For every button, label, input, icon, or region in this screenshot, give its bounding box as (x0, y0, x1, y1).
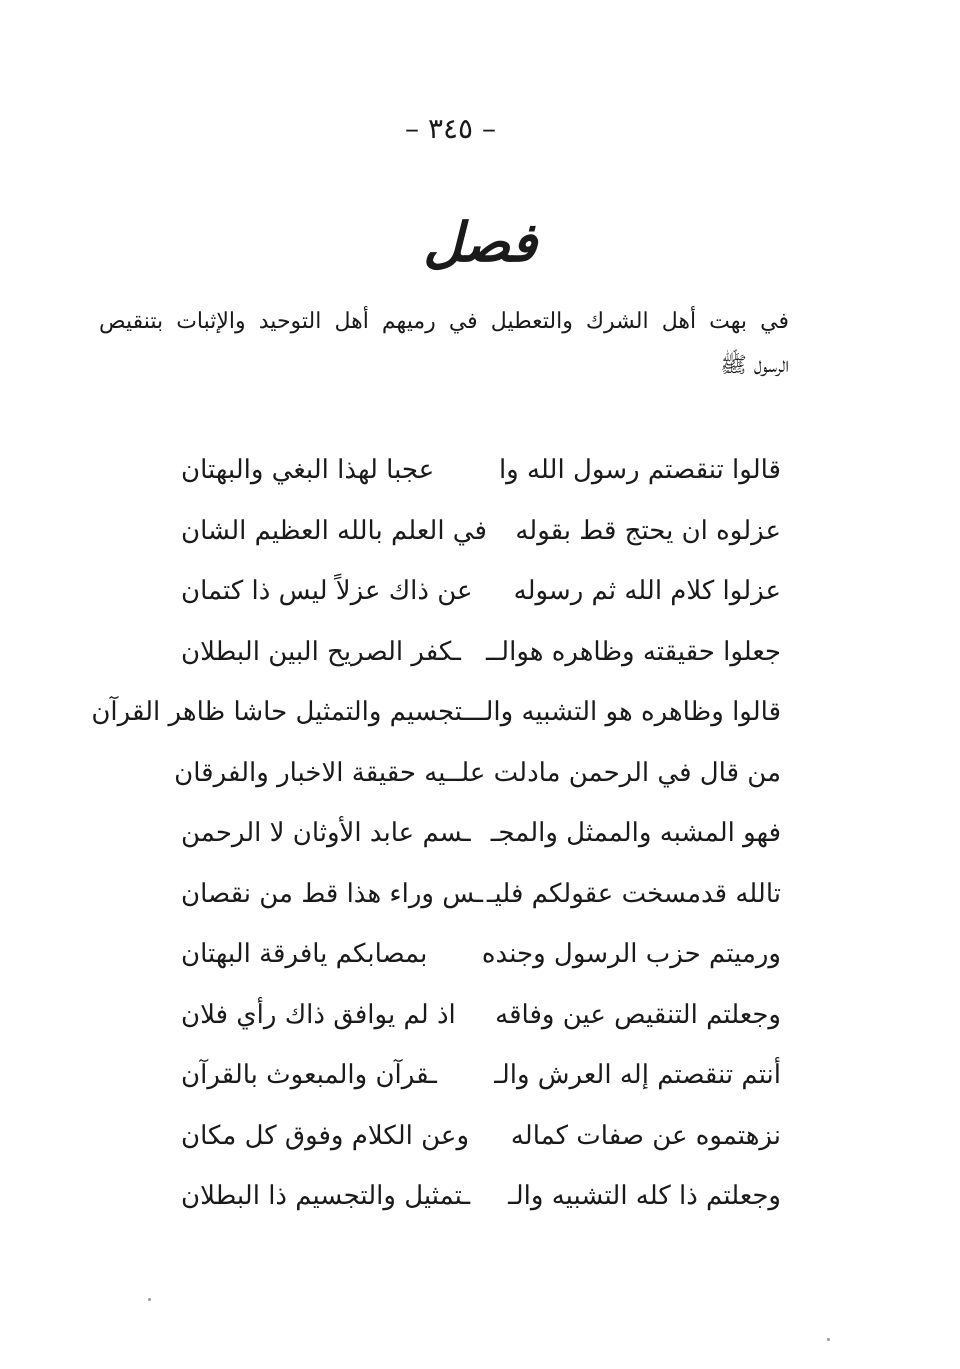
verse-second-hemistich: عن ذاك عزلاً ليس ذا كتمان (181, 576, 473, 606)
verse (181, 440, 781, 501)
verse (181, 1106, 781, 1167)
verse-first-hemistich: قالوا تنقصتم رسول الله وا (498, 455, 781, 485)
verse-second-hemistich: ـتمثيل والتجسيم ذا البطلان (181, 1181, 471, 1211)
verse (181, 622, 781, 683)
verse (181, 501, 781, 562)
verse (181, 864, 781, 925)
verse (181, 561, 781, 622)
verse-first-hemistich: عزلوه ان يحتج قط بقوله (515, 515, 781, 546)
verse-second-hemistich: اذ لم يوافق ذاك رأي فلان (181, 999, 456, 1030)
verse-second-hemistich: عجبا لهذا البغي والبهتان (181, 455, 435, 485)
verse-first-hemistich: نزهتموه عن صفات كماله (510, 1120, 781, 1151)
verse (181, 1166, 781, 1227)
verse-first-hemistich: فهو المشبه والممثل والمجـ (490, 818, 781, 848)
verse-second-hemistich: وعن الكلام وفوق كل مكان (181, 1120, 469, 1151)
verse-first-hemistich: من قال في الرحمن مادلت علـ (453, 757, 781, 788)
poem (91, 440, 781, 1227)
verse-second-hemistich: ـسم عابد الأوثان لا الرحمن (181, 818, 471, 848)
verse (181, 1045, 781, 1106)
verse-first-hemistich: وجعلتم التنقيص عين وفاقه (495, 999, 781, 1030)
verse (91, 682, 781, 743)
verse (174, 743, 781, 804)
verse-second-hemistich: ـيه حقيقة الاخبار والفرقان (174, 757, 454, 788)
subtitle-line: في بهت أهل الشرك والتعطيل في رميهم أهل التوحيد والإثبات بتنقيص (99, 309, 789, 334)
verse-second-hemistich: ـتجسيم والتمثيل حاشا ظاهر القرآن (91, 697, 471, 727)
verse-first-hemistich: جعلوا حقيقته وظاهره هوالــ (485, 636, 781, 667)
verse (181, 803, 781, 864)
verse-first-hemistich: تالله قدمسخت عقولكم فليـ (486, 878, 781, 909)
verse-first-hemistich: وجعلتم ذا كله التشبيه والـ (508, 1181, 781, 1211)
section-subtitle (99, 300, 789, 388)
verse-first-hemistich: عزلوا كلام الله ثم رسوله (513, 576, 781, 606)
section-heading: فصل (423, 210, 537, 274)
paper-speck (148, 1298, 151, 1301)
verse-second-hemistich: ـس وراء هذا قط من نقصان (181, 878, 484, 909)
verse-second-hemistich: ـكفر الصريح البين البطلان (181, 636, 461, 667)
paper-speck (827, 1338, 830, 1341)
verse (181, 924, 781, 985)
verse-first-hemistich: ورميتم حزب الرسول وجنده (481, 939, 781, 969)
page-number: – ٣٤٥ – (405, 112, 496, 145)
verse-second-hemistich: في العلم بالله العظيم الشان (181, 515, 487, 546)
verse-first-hemistich: قالوا وظاهره هو التشبيه والــ (470, 697, 781, 727)
subtitle-line: الرسول ﷺ (720, 353, 789, 378)
verse-second-hemistich: بمصابكم يافرقة البهتان (181, 939, 428, 969)
verse-first-hemistich: أنتم تنقصتم إله العرش والـ (494, 1060, 781, 1090)
verse (181, 985, 781, 1046)
verse-second-hemistich: ـقرآن والمبعوث بالقرآن (181, 1060, 437, 1090)
